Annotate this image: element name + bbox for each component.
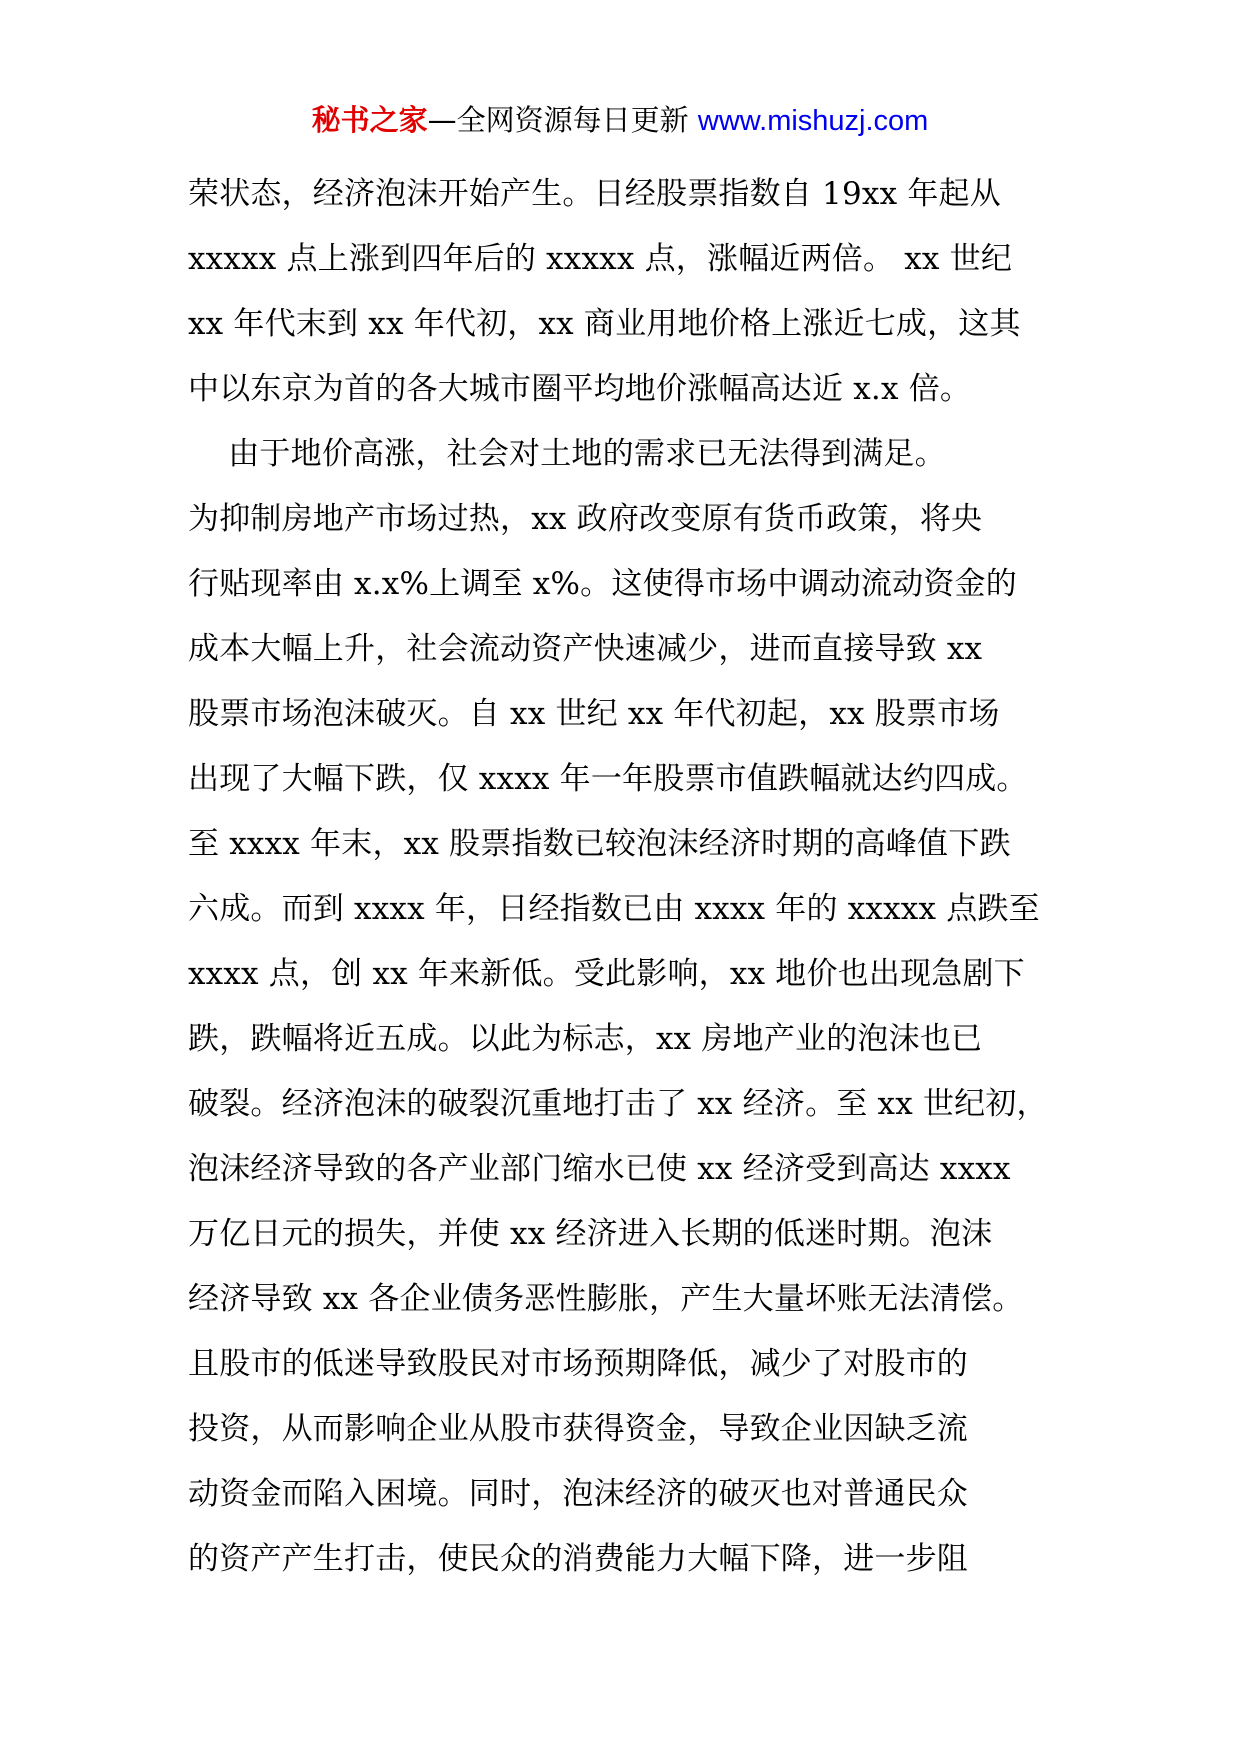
text-line: 六成。而到 xxxx 年，日经指数已由 xxxx 年的 xxxxx 点跌至 — [188, 891, 1040, 927]
text-line: 的资产产生打击，使民众的消费能力大幅下降，进一步阻 — [188, 1541, 968, 1577]
text-line: 万亿日元的损失，并使 xx 经济进入长期的低迷时期。泡沫 — [188, 1216, 993, 1252]
header-tagline: —全网资源每日更新 — [427, 103, 689, 137]
text-line: 行贴现率由 x.x%上调至 x%。这使得市场中调动流动资金的 — [188, 566, 1017, 602]
text-line: 至 xxxx 年末，xx 股票指数已较泡沫经济时期的高峰值下跌 — [188, 826, 1011, 862]
text-line: 为抑制房地产市场过热，xx 政府改变原有货币政策，将央 — [188, 501, 983, 537]
text-line: 出现了大幅下跌，仅 xxxx 年一年股票市值跌幅就达约四成。 — [188, 761, 1028, 797]
text-line: 成本大幅上升，社会流动资产快速减少，进而直接导致 xx — [188, 631, 983, 667]
text-line: 且股市的低迷导致股民对市场预期降低，减少了对股市的 — [188, 1346, 968, 1382]
text-line: 动资金而陷入困境。同时，泡沫经济的破灭也对普通民众 — [188, 1476, 968, 1512]
text-line: xxxxx 点上涨到四年后的 xxxxx 点，涨幅近两倍。 xx 世纪 — [188, 241, 1013, 277]
text-line: 破裂。经济泡沫的破裂沉重地打击了 xx 经济。至 xx 世纪初， — [188, 1086, 1048, 1122]
text-line: 经济导致 xx 各企业债务恶性膨胀，产生大量坏账无法清偿。 — [188, 1281, 1024, 1317]
text-line: 股票市场泡沫破灭。自 xx 世纪 xx 年代初起，xx 股票市场 — [188, 696, 1000, 732]
text-line: 由于地价高涨，社会对土地的需求已无法得到满足。 — [188, 436, 946, 472]
text-line: 跌，跌幅将近五成。以此为标志，xx 房地产业的泡沫也已 — [188, 1021, 983, 1057]
text-line: xx 年代末到 xx 年代初，xx 商业用地价格上涨近七成，这其 — [188, 306, 1021, 342]
text-line: 投资，从而影响企业从股市获得资金，导致企业因缺乏流 — [188, 1411, 968, 1447]
brand-name: 秘书之家 — [311, 103, 428, 137]
text-line: xxxx 点，创 xx 年来新低。受此影响，xx 地价也出现急剧下 — [188, 956, 1025, 992]
text-line: 泡沫经济导致的各产业部门缩水已使 xx 经济受到高达 xxxx — [188, 1151, 1011, 1187]
text-line: 中以东京为首的各大城市圈平均地价涨幅高达近 x.x 倍。 — [188, 371, 972, 407]
text-line: 荣状态，经济泡沫开始产生。日经股票指数自 19xx 年起从 — [188, 176, 1001, 212]
body-text — [188, 162, 1088, 1592]
page-header — [0, 100, 1240, 141]
website-link[interactable]: www.mishuzj.com — [697, 105, 929, 137]
